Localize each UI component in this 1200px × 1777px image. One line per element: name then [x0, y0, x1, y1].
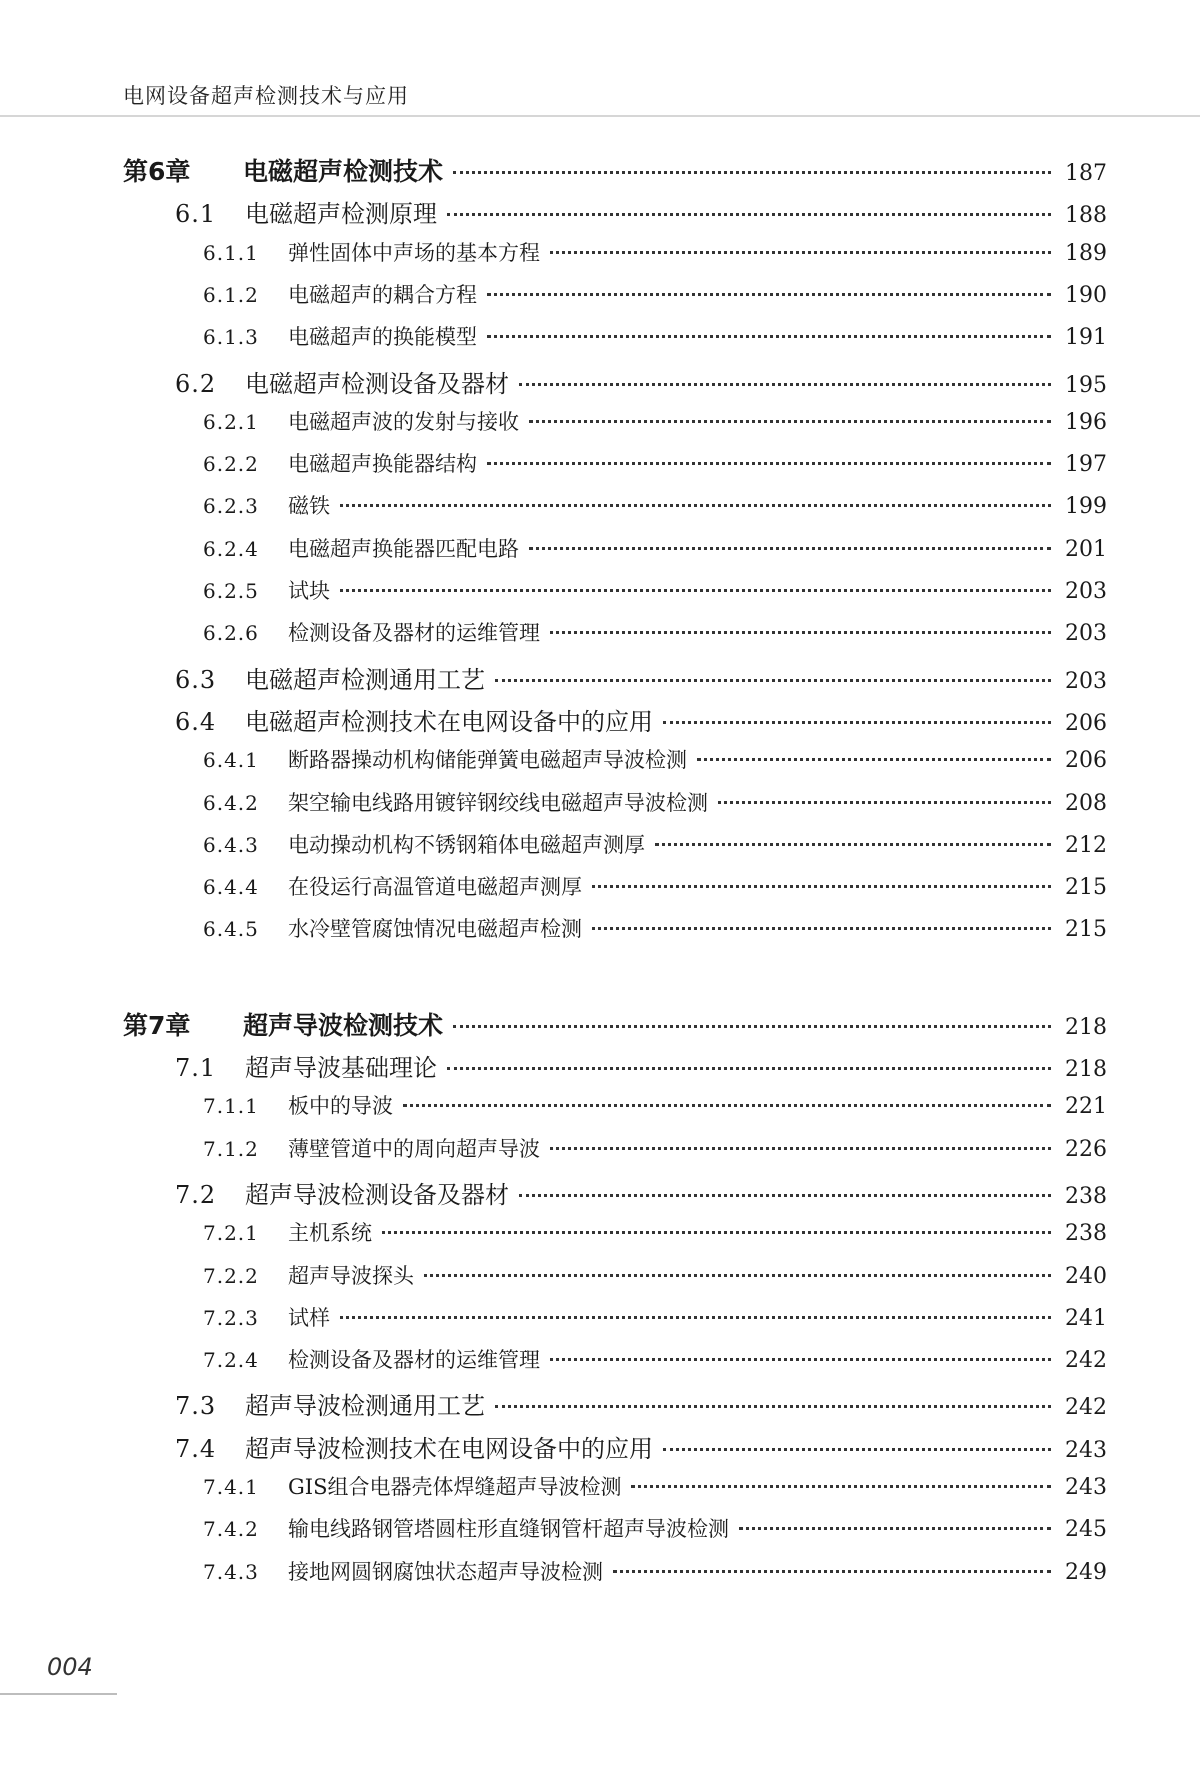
toc-entry-number: 6.2.5 — [203, 579, 259, 603]
toc-entry-title: 超声导波检测技术在电网设备中的应用 — [245, 1434, 653, 1463]
toc-entry-chapter — [123, 1006, 1107, 1040]
toc-entry-number: 7.1 — [175, 1054, 217, 1082]
toc-leader-dots — [529, 547, 1051, 550]
toc-entry-title: 检测设备及器材的运维管理 — [288, 1348, 540, 1373]
toc-entry-page: 197 — [1065, 452, 1107, 478]
toc-entry-subsection — [203, 1217, 1107, 1251]
toc-entry-subsection — [203, 1090, 1107, 1124]
toc-entry-title: 电磁超声的耦合方程 — [288, 282, 477, 307]
toc-entry-subsection — [203, 321, 1107, 355]
toc-entry-page: 206 — [1065, 748, 1107, 774]
toc-entry-number: 第7章 — [123, 1010, 191, 1040]
toc-entry-title: 电磁超声检测技术 — [243, 157, 444, 186]
toc-entry-page: 249 — [1065, 1559, 1107, 1585]
toc-entry-page: 243 — [1065, 1475, 1107, 1500]
toc-leader-dots — [663, 1448, 1051, 1451]
toc-entry-number: 6.4.5 — [203, 917, 259, 942]
toc-entry-subsection — [203, 1513, 1107, 1547]
toc-entry-number: 7.2.1 — [203, 1221, 259, 1246]
toc-leader-dots — [519, 1194, 1051, 1197]
toc-entry-subsection — [203, 575, 1107, 609]
running-header-title: 电网设备超声检测技术与应用 — [123, 84, 409, 108]
toc-entry-subsection — [203, 617, 1107, 651]
toc-entry-number: 6.1.3 — [203, 325, 259, 350]
page-number: 004 — [47, 1653, 93, 1681]
toc-entry-subsection — [203, 744, 1107, 778]
toc-entry-number: 7.1.2 — [203, 1136, 259, 1161]
toc-entry-page: 195 — [1065, 372, 1107, 398]
toc-entry-title: 架空输电线路用镀锌钢绞线电磁超声导波检测 — [288, 790, 708, 815]
toc-entry-title: 电磁超声检测技术在电网设备中的应用 — [245, 707, 653, 736]
toc-entry-title: 试块 — [288, 579, 330, 603]
toc-entry-subsection — [203, 406, 1107, 440]
toc-entry-number: 6.3 — [175, 665, 217, 694]
toc-entry-subsection — [203, 1133, 1107, 1167]
toc-entry-number: 7.4 — [175, 1434, 217, 1463]
toc-entry-number: 6.2.1 — [203, 409, 259, 434]
toc-entry-number: 7.2.2 — [203, 1263, 259, 1288]
toc-leader-dots — [340, 1316, 1051, 1319]
toc-entry-section — [175, 702, 1107, 736]
toc-entry-page: 245 — [1065, 1517, 1107, 1543]
toc-entry-page: 203 — [1065, 668, 1107, 694]
toc-entry-title: 试样 — [288, 1305, 330, 1330]
toc-entry-page: 212 — [1065, 832, 1107, 858]
toc-entry-section — [175, 364, 1107, 398]
toc-entry-page: 215 — [1065, 917, 1107, 943]
toc-entry-subsection — [203, 1260, 1107, 1294]
toc-entry-number: 6.4 — [175, 707, 217, 736]
toc-entry-title: 电磁超声检测原理 — [245, 200, 437, 229]
toc-entry-page: 189 — [1065, 240, 1107, 266]
toc-entry-subsection — [203, 1471, 1107, 1505]
toc-leader-dots — [453, 1025, 1051, 1028]
toc-entry-section — [175, 1048, 1107, 1082]
toc-entry-page: 238 — [1065, 1221, 1107, 1247]
toc-entry-number: 6.2.4 — [203, 536, 259, 561]
toc-entry-title: 超声导波检测设备及器材 — [245, 1180, 509, 1209]
toc-leader-dots — [550, 631, 1051, 634]
toc-entry-subsection — [203, 913, 1107, 947]
toc-entry-subsection — [203, 787, 1107, 821]
toc-entry-page: 199 — [1065, 494, 1107, 520]
toc-entry-number: 6.1 — [175, 200, 217, 229]
toc-entry-number: 7.3 — [175, 1392, 217, 1421]
toc-leader-dots — [550, 251, 1051, 254]
toc-entry-page: 215 — [1065, 875, 1107, 901]
toc-leader-dots — [592, 885, 1051, 888]
toc-entry-page: 242 — [1065, 1348, 1107, 1374]
toc-entry-title: 检测设备及器材的运维管理 — [288, 621, 540, 646]
toc-entry-title: 接地网圆钢腐蚀状态超声导波检测 — [288, 1559, 603, 1584]
toc-leader-dots — [487, 462, 1051, 465]
toc-entry-number: 7.4.2 — [203, 1517, 259, 1542]
toc-entry-title: 电动操动机构不锈钢箱体电磁超声测厚 — [288, 832, 645, 857]
toc-leader-dots — [487, 293, 1051, 296]
toc-entry-number: 7.1.1 — [203, 1094, 259, 1119]
toc-entry-number: 6.4.4 — [203, 875, 259, 900]
toc-leader-dots — [403, 1104, 1051, 1107]
toc-entry-subsection — [203, 829, 1107, 863]
toc-leader-dots — [655, 843, 1051, 846]
toc-entry-number: 7.4.3 — [203, 1559, 259, 1584]
toc-entry-number: 6.1.1 — [203, 240, 259, 265]
toc-entry-number: 6.2 — [175, 369, 217, 398]
toc-entry-title: 弹性固体中声场的基本方程 — [288, 240, 540, 265]
toc-entry-title: 在役运行高温管道电磁超声测厚 — [288, 875, 582, 900]
toc-leader-dots — [631, 1485, 1051, 1488]
toc-entry-number: 7.2 — [175, 1180, 217, 1209]
toc-entry-title: 薄壁管道中的周向超声导波 — [288, 1136, 540, 1161]
toc-leader-dots — [453, 171, 1051, 174]
toc-entry-page: 240 — [1065, 1263, 1107, 1289]
toc-entry-page: 191 — [1065, 325, 1107, 351]
toc-entry-page: 226 — [1065, 1136, 1107, 1162]
toc-entry-subsection — [203, 1302, 1107, 1336]
toc-leader-dots — [613, 1570, 1051, 1573]
toc-leader-dots — [495, 1405, 1051, 1408]
toc-entry-number: 第6章 — [123, 157, 191, 186]
toc-entry-section — [175, 194, 1107, 228]
toc-leader-dots — [697, 758, 1051, 761]
toc-entry-title: 板中的导波 — [288, 1094, 393, 1119]
page-header — [0, 0, 1200, 117]
toc-entry-number: 7.2.3 — [203, 1305, 259, 1330]
toc-entry-subsection — [203, 448, 1107, 482]
toc-entry-number: 7.4.1 — [203, 1475, 259, 1499]
toc-entry-title: 电磁超声波的发射与接收 — [288, 409, 519, 434]
toc-entry-subsection — [203, 533, 1107, 567]
toc-entry-title: 断路器操动机构储能弹簧电磁超声导波检测 — [288, 748, 687, 773]
toc-leader-dots — [447, 213, 1051, 216]
toc-leader-dots — [663, 721, 1051, 724]
toc-entry-section — [175, 1429, 1107, 1463]
toc-leader-dots — [529, 420, 1051, 423]
toc-entry-subsection — [203, 1344, 1107, 1378]
toc-entry-subsection — [203, 237, 1107, 271]
toc-leader-dots — [519, 383, 1051, 386]
toc-entry-section — [175, 660, 1107, 694]
toc-entry-title: 超声导波检测通用工艺 — [245, 1392, 485, 1421]
toc-entry-title: 水冷壁管腐蚀情况电磁超声检测 — [288, 917, 582, 942]
toc-leader-dots — [592, 927, 1051, 930]
toc-entry-title: 电磁超声的换能模型 — [288, 325, 477, 350]
toc-entry-page: 190 — [1065, 282, 1107, 308]
toc-leader-dots — [495, 679, 1051, 682]
toc-entry-page: 206 — [1065, 710, 1107, 736]
toc-leader-dots — [424, 1274, 1051, 1277]
toc-leader-dots — [340, 504, 1051, 507]
toc-entry-number: 6.2.3 — [203, 494, 259, 519]
toc-entry-page: 238 — [1065, 1183, 1107, 1209]
toc-entry-page: 201 — [1065, 536, 1107, 562]
toc-entry-number: 7.2.4 — [203, 1348, 259, 1373]
toc-entry-number: 6.4.1 — [203, 748, 259, 773]
toc-entry-chapter — [123, 152, 1107, 186]
toc-entry-page: 242 — [1065, 1395, 1107, 1421]
toc-leader-dots — [447, 1067, 1051, 1070]
toc-entry-page: 208 — [1065, 790, 1107, 816]
toc-entry-subsection — [203, 1556, 1107, 1590]
toc-entry-page: 188 — [1065, 203, 1107, 229]
toc-entry-page: 218 — [1065, 1057, 1107, 1082]
toc-entry-subsection — [203, 490, 1107, 524]
toc-entry-number: 6.2.6 — [203, 621, 259, 646]
toc-entry-page: 218 — [1065, 1014, 1107, 1040]
toc-entry-page: 243 — [1065, 1437, 1107, 1463]
toc-leader-dots — [487, 335, 1051, 338]
toc-leader-dots — [340, 589, 1051, 592]
toc-entry-title: 超声导波探头 — [288, 1263, 414, 1288]
toc-entry-page: 203 — [1065, 621, 1107, 647]
toc-entry-number: 6.2.2 — [203, 452, 259, 477]
toc-entry-title: 磁铁 — [288, 494, 330, 519]
toc-entry-page: 203 — [1065, 579, 1107, 604]
toc-entry-title: 电磁超声检测通用工艺 — [245, 665, 485, 694]
toc-leader-dots — [550, 1358, 1051, 1361]
toc-leader-dots — [550, 1147, 1051, 1150]
toc-entry-page: 187 — [1065, 161, 1107, 186]
toc-leader-dots — [382, 1231, 1051, 1234]
toc-entry-number: 6.4.2 — [203, 790, 259, 815]
toc-entry-number: 6.1.2 — [203, 282, 259, 307]
toc-entry-title: 电磁超声换能器结构 — [288, 452, 477, 477]
toc-entry-title: 电磁超声检测设备及器材 — [245, 369, 509, 398]
toc-leader-dots — [739, 1527, 1051, 1530]
toc-entry-page: 221 — [1065, 1094, 1107, 1120]
toc-entry-title: GIS组合电器壳体焊缝超声导波检测 — [288, 1475, 622, 1499]
toc-leader-dots — [718, 801, 1051, 804]
toc-entry-number: 6.4.3 — [203, 832, 259, 857]
toc-entry-section — [175, 1386, 1107, 1420]
toc-entry-title: 电磁超声换能器匹配电路 — [288, 536, 519, 561]
toc-entry-page: 241 — [1065, 1305, 1107, 1331]
toc-entry-subsection — [203, 279, 1107, 313]
toc-entry-title: 超声导波检测技术 — [243, 1010, 444, 1040]
toc-entry-title: 输电线路钢管塔圆柱形直缝钢管杆超声导波检测 — [288, 1517, 729, 1542]
toc-entry-section — [175, 1175, 1107, 1209]
toc-entry-title: 主机系统 — [288, 1221, 372, 1246]
toc-entry-title: 超声导波基础理论 — [245, 1054, 437, 1082]
toc-entry-page: 196 — [1065, 409, 1107, 435]
footer-rule — [0, 1693, 117, 1695]
toc-entry-subsection — [203, 871, 1107, 905]
